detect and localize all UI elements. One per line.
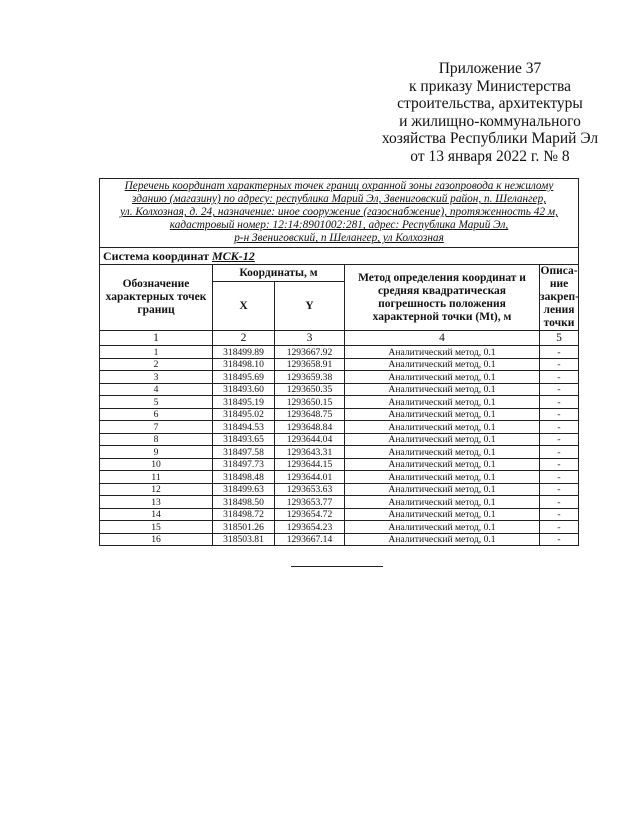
- fixing-cell: -: [540, 508, 579, 521]
- column-number: 5: [540, 331, 579, 346]
- point-number: 8: [100, 433, 213, 446]
- method-cell: Аналитический метод, 0.1: [345, 433, 540, 446]
- end-divider: [291, 566, 383, 567]
- x-coordinate: 318495.19: [213, 396, 275, 409]
- x-coordinate: 318498.50: [213, 496, 275, 509]
- x-coordinate: 318493.60: [213, 383, 275, 396]
- table-row: [100, 446, 579, 459]
- table-row: [100, 433, 579, 446]
- point-number: 12: [100, 483, 213, 496]
- title-line: р-н Звениговский, п Шелангер, ул Колхозная: [234, 232, 444, 245]
- y-coordinate: 1293667.92: [275, 346, 345, 359]
- table-row: [100, 471, 579, 484]
- method-cell: Аналитический метод, 0.1: [345, 396, 540, 409]
- point-number: 9: [100, 446, 213, 459]
- table-row: [100, 521, 579, 534]
- y-coordinate: 1293644.04: [275, 433, 345, 446]
- header-line: от 13 января 2022 г. № 8: [410, 147, 570, 165]
- x-coordinate: 318503.81: [213, 533, 275, 546]
- point-number: 7: [100, 421, 213, 434]
- table-row: [100, 396, 579, 409]
- x-coordinate: 318498.72: [213, 508, 275, 521]
- table-row: [100, 346, 579, 359]
- x-coordinate: 318493.65: [213, 433, 275, 446]
- y-coordinate: 1293644.15: [275, 458, 345, 471]
- method-cell: Аналитический метод, 0.1: [345, 471, 540, 484]
- y-coordinate: 1293654.23: [275, 521, 345, 534]
- header-line: к приказу Министерства: [409, 77, 571, 95]
- table-row: [100, 358, 579, 371]
- column-number: 4: [345, 331, 540, 346]
- method-cell: Аналитический метод, 0.1: [345, 421, 540, 434]
- method-cell: Аналитический метод, 0.1: [345, 483, 540, 496]
- table-row: [100, 421, 579, 434]
- fixing-cell: -: [540, 433, 579, 446]
- point-number: 1: [100, 346, 213, 359]
- header-fixing: Описа- ние закреп- ления точки: [540, 265, 579, 330]
- y-coordinate: 1293658.91: [275, 358, 345, 371]
- table-row: [100, 383, 579, 396]
- appendix-header: [340, 60, 640, 166]
- fixing-cell: -: [540, 383, 579, 396]
- coordinate-system: [100, 248, 579, 265]
- title-line: ул. Колхозная, д. 24, назначение: иное сооружение (газоснабжение), протяженность 42 м,: [120, 206, 558, 219]
- table-row: [100, 371, 579, 384]
- fixing-cell: -: [540, 483, 579, 496]
- fixing-cell: -: [540, 396, 579, 409]
- coordinates-table: [99, 178, 579, 546]
- header-line: хозяйства Республики Марий Эл: [381, 130, 599, 148]
- fixing-cell: -: [540, 421, 579, 434]
- fixing-cell: -: [540, 471, 579, 484]
- column-number: 3: [275, 331, 345, 346]
- x-coordinate: 318501.26: [213, 521, 275, 534]
- y-coordinate: 1293650.35: [275, 383, 345, 396]
- y-coordinate: 1293653.77: [275, 496, 345, 509]
- fixing-cell: -: [540, 346, 579, 359]
- y-coordinate: 1293648.84: [275, 421, 345, 434]
- column-number: 1: [100, 331, 213, 346]
- header-line: и жилищно-коммунального: [399, 112, 581, 130]
- header-y: Y: [275, 282, 345, 331]
- x-coordinate: 318499.63: [213, 483, 275, 496]
- method-cell: Аналитический метод, 0.1: [345, 408, 540, 421]
- table-row: [100, 408, 579, 421]
- fixing-cell: -: [540, 408, 579, 421]
- method-cell: Аналитический метод, 0.1: [345, 521, 540, 534]
- fixing-cell: -: [540, 496, 579, 509]
- table-row: [100, 483, 579, 496]
- method-cell: Аналитический метод, 0.1: [345, 358, 540, 371]
- system-name: МСК-12: [211, 249, 255, 264]
- x-coordinate: 318498.10: [213, 358, 275, 371]
- column-number: 2: [213, 331, 275, 346]
- x-coordinate: 318499.89: [213, 346, 275, 359]
- fixing-cell: -: [540, 446, 579, 459]
- point-number: 16: [100, 533, 213, 546]
- fixing-cell: -: [540, 371, 579, 384]
- method-cell: Аналитический метод, 0.1: [345, 383, 540, 396]
- method-cell: Аналитический метод, 0.1: [345, 446, 540, 459]
- y-coordinate: 1293667.14: [275, 533, 345, 546]
- y-coordinate: 1293659.38: [275, 371, 345, 384]
- table-row: [100, 533, 579, 546]
- coordinates-rows: [100, 346, 579, 546]
- point-number: 14: [100, 508, 213, 521]
- header-x: X: [213, 282, 275, 331]
- system-label: Система координат: [103, 249, 212, 264]
- point-number: 4: [100, 383, 213, 396]
- method-cell: Аналитический метод, 0.1: [345, 533, 540, 546]
- header-line: Приложение 37: [438, 60, 542, 77]
- point-number: 2: [100, 358, 213, 371]
- x-coordinate: 318498.48: [213, 471, 275, 484]
- table-row: [100, 508, 579, 521]
- method-cell: Аналитический метод, 0.1: [345, 496, 540, 509]
- x-coordinate: 318495.02: [213, 408, 275, 421]
- fixing-cell: -: [540, 533, 579, 546]
- header-line: строительства, архитектуры: [397, 95, 583, 113]
- title-line: Перечень координат характерных точек границ охранной зоны газопровода к нежилому: [124, 180, 554, 192]
- method-cell: Аналитический метод, 0.1: [345, 371, 540, 384]
- y-coordinate: 1293650.15: [275, 396, 345, 409]
- title-line: зданию (магазину) по адресу: республика Марий Эл, Звениговский район, п. Шелангер,: [131, 193, 547, 206]
- y-coordinate: 1293643.31: [275, 446, 345, 459]
- method-cell: Аналитический метод, 0.1: [345, 458, 540, 471]
- point-number: 6: [100, 408, 213, 421]
- table-row: [100, 458, 579, 471]
- x-coordinate: 318495.69: [213, 371, 275, 384]
- point-number: 3: [100, 371, 213, 384]
- header-method: Метод определения координат и средняя квадратическая погрешность положения характерной точки (Mt), м: [345, 265, 540, 331]
- fixing-cell: -: [540, 458, 579, 471]
- table-title: [100, 179, 579, 248]
- point-number: 11: [100, 471, 213, 484]
- header-point-designation: Обозначение характерных точек границ: [100, 265, 213, 331]
- x-coordinate: 318497.73: [213, 458, 275, 471]
- table-row: [100, 496, 579, 509]
- y-coordinate: 1293654.72: [275, 508, 345, 521]
- point-number: 10: [100, 458, 213, 471]
- fixing-cell: -: [540, 521, 579, 534]
- point-number: 5: [100, 396, 213, 409]
- title-line: кадастровый номер: 12:14:8901002:281, адрес: Республика Марий Эл,: [169, 219, 509, 232]
- method-cell: Аналитический метод, 0.1: [345, 508, 540, 521]
- y-coordinate: 1293644.01: [275, 471, 345, 484]
- point-number: 15: [100, 521, 213, 534]
- fixing-cell: -: [540, 358, 579, 371]
- column-numbers-row: [100, 331, 579, 346]
- x-coordinate: 318494.53: [213, 421, 275, 434]
- point-number: 13: [100, 496, 213, 509]
- method-cell: Аналитический метод, 0.1: [345, 346, 540, 359]
- y-coordinate: 1293653.63: [275, 483, 345, 496]
- x-coordinate: 318497.58: [213, 446, 275, 459]
- y-coordinate: 1293648.75: [275, 408, 345, 421]
- header-coordinates: Координаты, м: [213, 265, 345, 282]
